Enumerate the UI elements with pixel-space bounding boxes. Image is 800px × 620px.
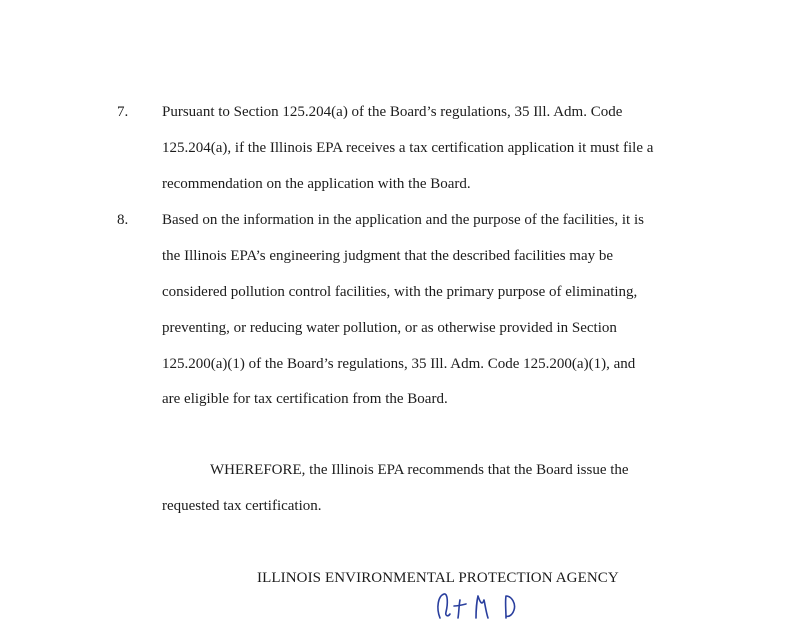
paragraph-number: 7. [117,104,129,120]
paragraph-7-line-2: 125.204(a), if the Illinois EPA receives a tax certification application it must file a [162,140,654,156]
paragraph-8-line-4: preventing, or reducing water pollution, or as otherwise provided in Section [162,320,617,336]
paragraph-7-line-1: Pursuant to Section 125.204(a) of the Board’s regulations, 35 Ill. Adm. Code [162,104,623,120]
paragraph-8-line-1: Based on the information in the application and the purpose of the facilities, it is [162,212,644,228]
paragraph-8-line-5: 125.200(a)(1) of the Board’s regulations, 35 Ill. Adm. Code 125.200(a)(1), and [162,356,636,372]
paragraph-8-line-2: the Illinois EPA’s engineering judgment that the described facilities may be [162,248,614,264]
paragraph-7-line-3: recommendation on the application with the Board. [162,176,471,192]
handwritten-signature [432,590,592,620]
paragraph-8-line-6: are eligible for tax certification from the Board. [162,391,448,407]
wherefore-line-1: WHEREFORE, the Illinois EPA recommends that the Board issue the [210,462,629,478]
signature-strokes [438,594,515,618]
wherefore-line-2: requested tax certification. [162,498,322,514]
paragraph-number: 8. [117,212,129,228]
paragraph-8-line-3: considered pollution control facilities, with the primary purpose of eliminating, [162,284,638,300]
agency-name: ILLINOIS ENVIRONMENTAL PROTECTION AGENCY [257,570,619,586]
